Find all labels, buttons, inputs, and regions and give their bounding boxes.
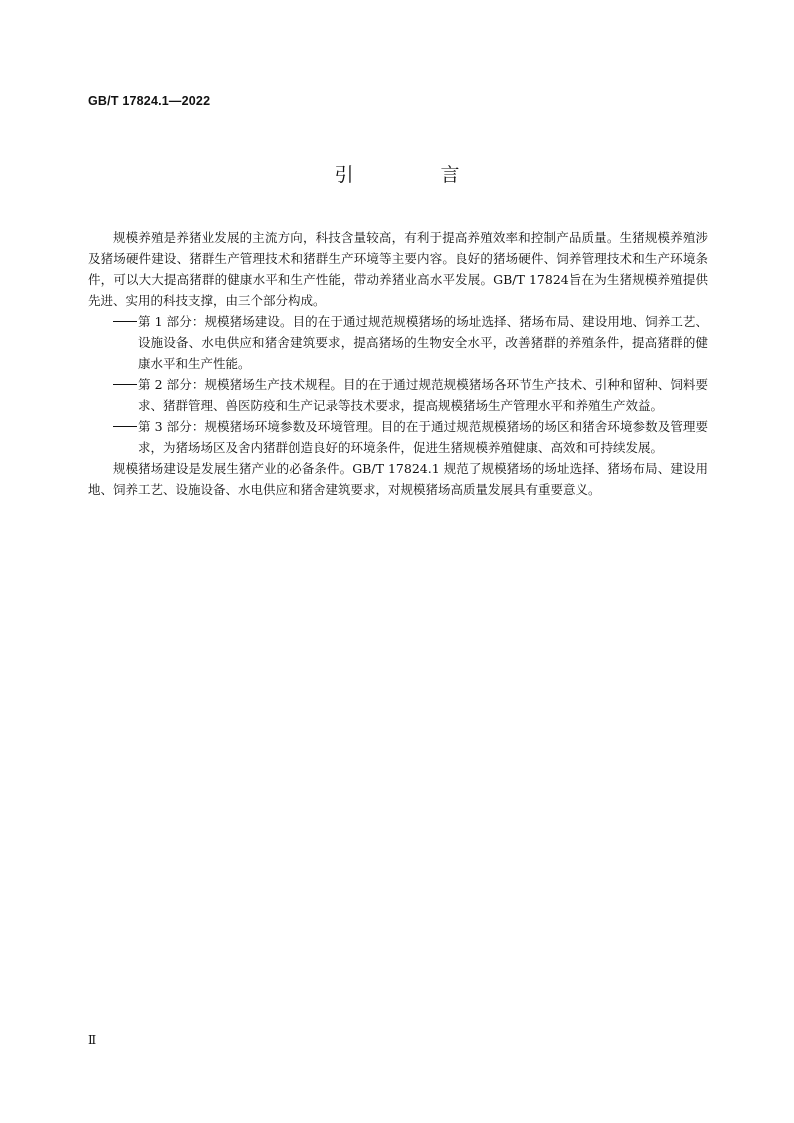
- list-item-part-2: [88, 374, 708, 416]
- closing-paragraph: 规模猪场建设是发展生猪产业的必备条件。GB/T 17824.1 规范了规模猪场的场址选择、猪场布局、建设用地、饲养工艺、设施设备、水电供应和猪舍建筑要求，对规模猪场高质量发展具有重要意义。: [88, 461, 708, 497]
- list-item-text: 第 3 部分：规模猪场环境参数及环境管理。目的在于通过规范规模猪场的场区和猪舍环境参数及管理要求，为猪场场区及舍内猪群创造良好的环境条件，促进生猪规模养殖健康、高效和可持续发展。: [138, 419, 708, 455]
- page-title: 引 言: [334, 164, 494, 186]
- list-item-part-1: [88, 311, 708, 374]
- document-body: [88, 227, 708, 500]
- page-number: Ⅱ: [88, 1033, 97, 1047]
- list-item-text: 第 1 部分：规模猪场建设。目的在于通过规范规模猪场的场址选择、猪场布局、建设用地、饲养工艺、设施设备、水电供应和猪舍建筑要求，提高猪场的生物安全水平，改善猪群的养殖条件，提高猪群的健康水平和生产性能。: [138, 314, 708, 371]
- list-item-part-3: [88, 416, 708, 458]
- standard-code-header: GB/T 17824.1—2022: [88, 94, 211, 108]
- intro-paragraph: 规模养殖是养猪业发展的主流方向，科技含量较高，有利于提高养殖效率和控制产品质量。生猪规模养殖涉及猪场硬件建设、猪群生产管理技术和猪群生产环境等主要内容。良好的猪场硬件、饲养管理技术和生产环境条件，可以大大提高猪群的健康水平和生产性能，带动养猪业高水平发展。GB/T 17824旨在为生猪规模养殖提供先进、实用的科技支撑，由三个部分构成。: [88, 230, 708, 308]
- list-item-text: 第 2 部分：规模猪场生产技术规程。目的在于通过规范规模猪场各环节生产技术、引种和留种、饲料要求、猪群管理、兽医防疫和生产记录等技术要求，提高规模猪场生产管理水平和养殖生产效益。: [138, 377, 708, 413]
